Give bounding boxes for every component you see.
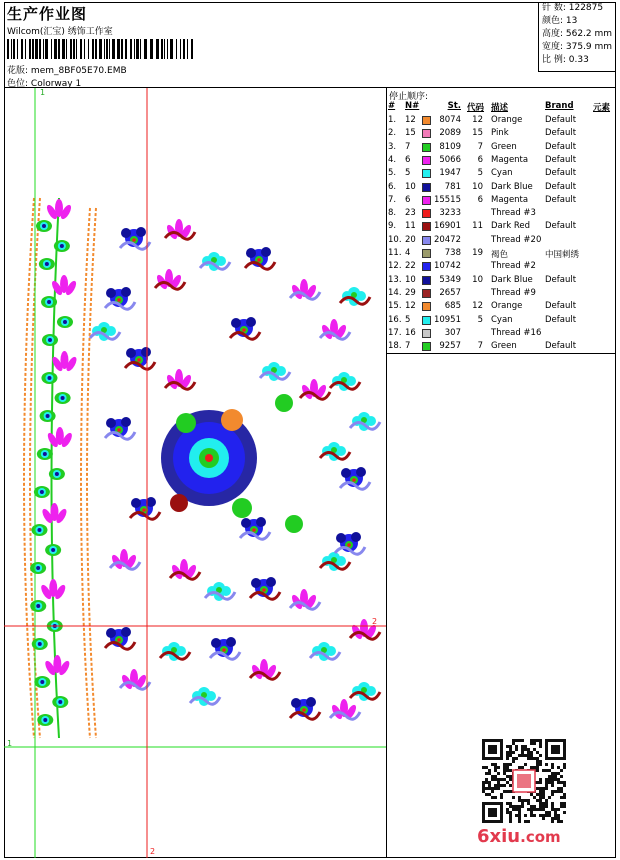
row-code: 5	[477, 168, 483, 179]
row-stitches: 781	[444, 181, 461, 192]
color-swatch	[422, 116, 431, 125]
table-row	[387, 288, 616, 301]
company-name: Wilcom(汇宝) 绣饰工作室	[7, 27, 113, 37]
row-stop: 11	[405, 221, 416, 232]
row-code: 15	[472, 128, 483, 139]
stop-sequence-title: 停止顺序:	[389, 92, 429, 102]
color-swatch	[422, 236, 431, 245]
design-stats	[538, 2, 616, 72]
row-code: 10	[472, 274, 483, 285]
color-swatch	[422, 329, 431, 338]
color-swatch	[422, 289, 431, 298]
row-brand: Default	[545, 194, 577, 205]
row-brand: Default	[545, 314, 577, 325]
row-stitches: 15515	[433, 194, 461, 205]
design-scale: 比 例: 0.33	[542, 55, 589, 65]
row-stitches: 9257	[439, 341, 461, 352]
col-brand: Brand	[545, 101, 574, 111]
row-stitches: 5349	[439, 274, 461, 285]
row-stitches: 685	[444, 301, 461, 312]
color-swatch	[422, 209, 431, 218]
row-brand: Default	[545, 128, 577, 139]
watermark-text: 6xiu	[477, 826, 521, 847]
row-stitches: 2089	[439, 128, 461, 139]
row-description: Dark Red	[491, 221, 531, 232]
row-description: Dark Blue	[491, 274, 533, 285]
row-stitches: 8074	[439, 115, 461, 125]
row-stitches: 2657	[439, 287, 461, 298]
row-index: 13.	[388, 274, 402, 285]
page-title: 生产作业图	[7, 5, 88, 23]
row-code: 5	[477, 314, 483, 325]
col-stop: N#	[405, 101, 420, 111]
row-description: Green	[491, 141, 517, 152]
row-index: 11.	[388, 248, 402, 258]
color-swatch	[422, 342, 431, 351]
row-brand: 中国刺绣	[545, 250, 580, 260]
table-row	[387, 261, 616, 274]
row-brand: Default	[545, 274, 577, 285]
stitch-count: 针 数: 122875	[542, 3, 604, 13]
color-swatch	[422, 302, 431, 311]
table-row	[387, 128, 616, 141]
row-stitches: 20472	[433, 234, 461, 245]
row-description: Magenta	[491, 194, 529, 205]
row-stitches: 3233	[439, 208, 461, 219]
row-description: Dark Blue	[491, 181, 533, 192]
row-brand: Default	[545, 168, 577, 179]
color-swatch	[422, 276, 431, 285]
barcode	[7, 39, 193, 59]
row-index: 5.	[388, 168, 397, 179]
row-index: 17.	[388, 327, 402, 338]
row-description: Thread #9	[491, 287, 536, 298]
row-index: 7.	[388, 194, 397, 205]
row-stop: 23	[405, 208, 416, 219]
col-element: 元素	[593, 103, 611, 113]
row-stop: 5	[405, 314, 411, 325]
row-stop: 5	[405, 168, 411, 179]
row-description: Green	[491, 341, 517, 352]
color-swatch	[422, 262, 431, 271]
design-width: 宽度: 375.9 mm	[542, 42, 613, 52]
colorway-value: Colorway 1	[30, 79, 82, 89]
row-index: 10.	[388, 234, 402, 245]
row-description: Thread #3	[491, 208, 536, 219]
row-code: 6	[477, 154, 483, 165]
row-code: 7	[477, 141, 483, 152]
row-stitches: 1947	[439, 168, 461, 179]
row-brand: Default	[545, 341, 577, 352]
row-description: Thread #2	[491, 261, 536, 272]
row-stop: 22	[405, 261, 416, 272]
table-row	[387, 208, 616, 221]
row-stitches: 738	[444, 248, 461, 258]
row-code: 7	[477, 341, 483, 352]
row-description: Thread #20	[491, 234, 542, 245]
row-stitches: 8109	[439, 141, 461, 152]
row-brand: Default	[545, 221, 577, 232]
table-row	[387, 315, 616, 328]
table-row	[387, 142, 616, 155]
embroidery-design	[4, 88, 387, 858]
col-num: #	[388, 101, 396, 111]
design-info	[7, 63, 127, 76]
row-stitches: 10951	[433, 314, 461, 325]
row-brand: Default	[545, 115, 577, 125]
table-row	[387, 115, 616, 128]
row-stop: 6	[405, 154, 411, 165]
stop-sequence-header	[387, 101, 616, 113]
col-desc: 描述	[491, 103, 509, 113]
guide-label-1-left: 1	[7, 739, 13, 748]
row-index: 8.	[388, 208, 397, 219]
row-stop: 10	[405, 181, 416, 192]
central-medallion	[161, 394, 303, 533]
color-swatch	[422, 249, 431, 258]
color-swatch	[422, 222, 431, 231]
table-row	[387, 341, 616, 354]
row-stop: 6	[405, 194, 411, 205]
row-code: 19	[472, 248, 483, 258]
row-description: Pink	[491, 128, 509, 139]
row-code: 6	[477, 194, 483, 205]
row-index: 2.	[388, 128, 397, 139]
color-swatch	[422, 156, 431, 165]
row-index: 6.	[388, 181, 397, 192]
row-brand: Default	[545, 181, 577, 192]
row-index: 3.	[388, 141, 397, 152]
row-index: 15.	[388, 301, 402, 312]
row-index: 18.	[388, 341, 402, 352]
row-code: 12	[472, 301, 483, 312]
row-stop: 15	[405, 128, 416, 139]
row-code: 10	[472, 181, 483, 192]
row-stitches: 16901	[433, 221, 461, 232]
qr-code	[482, 739, 566, 823]
table-row	[387, 182, 616, 195]
color-swatch	[422, 143, 431, 152]
row-description: Orange	[491, 115, 523, 125]
row-stop: 20	[405, 234, 416, 245]
row-stitches: 5066	[439, 154, 461, 165]
row-description: Orange	[491, 301, 523, 312]
row-index: 16.	[388, 314, 402, 325]
guide-label-1-top: 1	[40, 88, 46, 97]
row-description: Thread #16	[491, 327, 542, 338]
col-stitches: St.	[447, 101, 461, 111]
row-code: 12	[472, 115, 483, 125]
table-row	[387, 235, 616, 248]
table-row	[387, 221, 616, 234]
row-index: 12.	[388, 261, 402, 272]
guide-label-2-bottom: 2	[150, 847, 156, 856]
design-label: 花版:	[7, 66, 29, 76]
color-count: 颜色: 13	[542, 16, 578, 26]
color-swatch	[422, 316, 431, 325]
color-swatch	[422, 183, 431, 192]
row-description: Cyan	[491, 168, 513, 179]
header	[4, 2, 616, 88]
table-row	[387, 195, 616, 208]
table-row	[387, 155, 616, 168]
row-brand: Default	[545, 154, 577, 165]
row-index: 4.	[388, 154, 397, 165]
row-stop: 4	[405, 248, 411, 258]
row-stop: 29	[405, 287, 416, 298]
table-row	[387, 248, 616, 261]
watermark-logo	[477, 826, 561, 847]
guide-label-2-right: 2	[372, 617, 378, 626]
row-description: Magenta	[491, 154, 529, 165]
row-stop: 7	[405, 341, 411, 352]
row-index: 9.	[388, 221, 397, 232]
row-stop: 12	[405, 301, 416, 312]
table-row	[387, 168, 616, 181]
stop-sequence-panel	[387, 88, 616, 354]
row-brand: Default	[545, 141, 577, 152]
row-stop: 7	[405, 141, 411, 152]
table-row	[387, 328, 616, 341]
row-stop: 10	[405, 274, 416, 285]
row-code: 11	[472, 221, 483, 232]
design-height: 高度: 562.2 mm	[542, 29, 613, 39]
row-description: 褐色	[491, 250, 509, 260]
col-code: 代码	[467, 103, 485, 113]
row-brand: Default	[545, 301, 577, 312]
row-index: 1.	[388, 115, 397, 125]
watermark-suffix: .com	[520, 828, 561, 846]
color-swatch	[422, 196, 431, 205]
embroidery-canvas	[4, 88, 387, 858]
row-stitches: 307	[444, 327, 461, 338]
table-row	[387, 301, 616, 314]
table-row	[387, 275, 616, 288]
colorway-label: 色位:	[7, 79, 29, 89]
color-swatch	[422, 129, 431, 138]
row-stop: 16	[405, 327, 416, 338]
row-index: 14.	[388, 287, 402, 298]
color-swatch	[422, 169, 431, 178]
row-stitches: 10742	[433, 261, 461, 272]
row-stop: 12	[405, 115, 416, 125]
row-description: Cyan	[491, 314, 513, 325]
design-value: mem_8BF05E70.EMB	[30, 66, 127, 76]
